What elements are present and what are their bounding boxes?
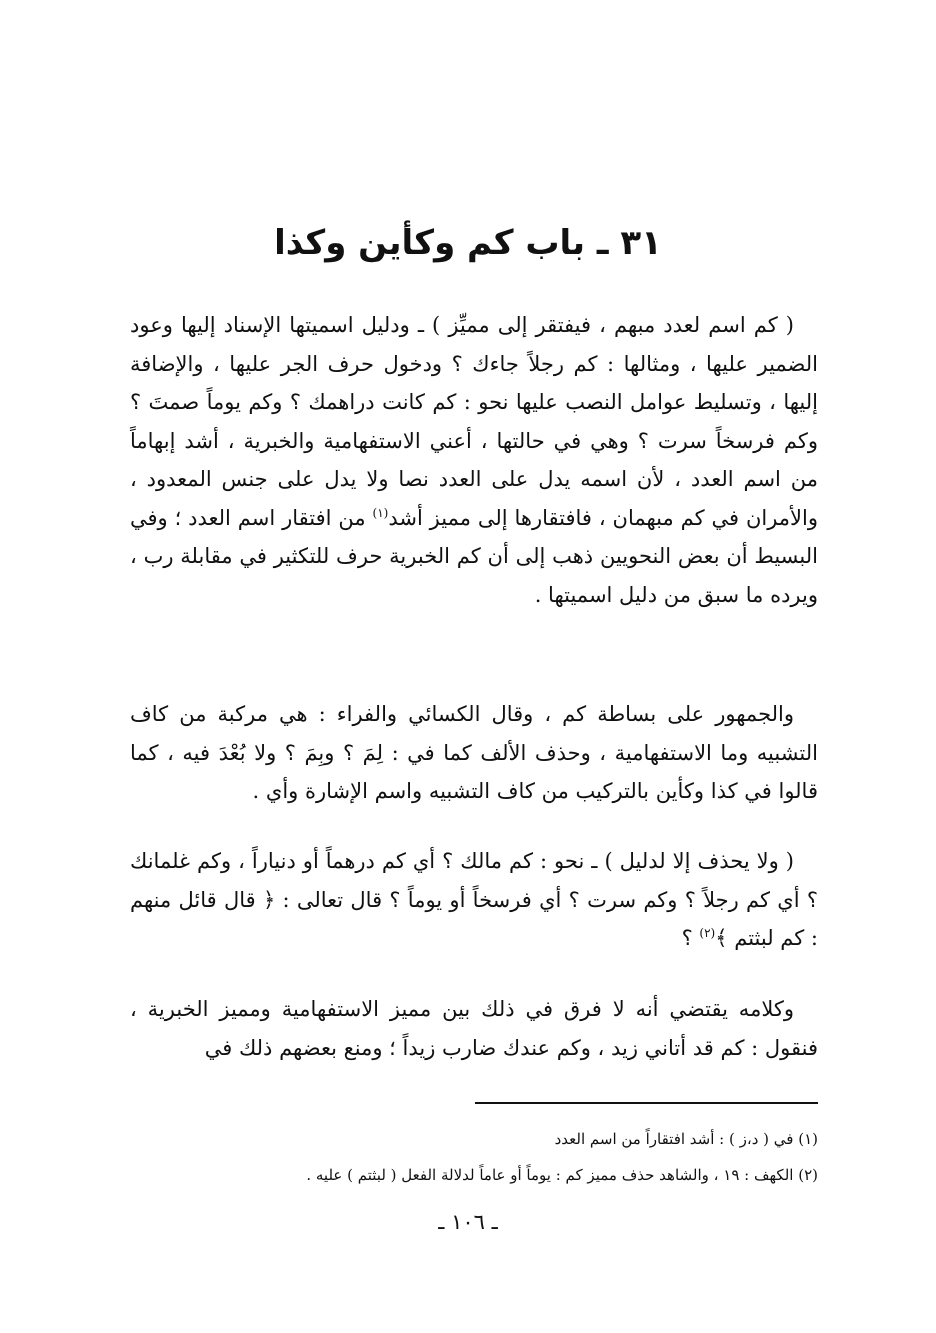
- footnote-2: (٢) الكهف : ١٩ ، والشاهد حذف مميز كم : يوماً أو عاماً لدلالة الفعل ( لبثتم ) عليه .: [306, 1166, 818, 1184]
- paragraph-3-main: ( ولا يحذف إلا لدليل ) ـ نحو : كم مالك ؟ أي كم درهماً أو دنياراً ، وكم غلمانك ؟ أي كم رجلاً ؟ وكم سرت ؟ أي فرسخاً أو يوماً ؟ قال تعالى : ﴿ قال قائل منهم : كم لبثتم ﴾: [130, 849, 818, 950]
- paragraph-1-main: ( كم اسم لعدد مبهم ، فيفتقر إلى مميِّز ) ـ ودليل اسميتها الإسناد إليها وعود الضمير عليها ، ومثالها : كم رجلاً جاءك ؟ ودخول حرف الجر عليها ، والإضافة إليها ، وتسليط عوامل النصب عليها نحو : كم كانت دراهمك ؟ وكم يوماً صمتَ ؟ وكم فرسخاً سرت ؟ وهي في حالتها ، أعني الاستفهامية والخبرية ، أشد إبهاماً من اسم العدد ، لأن اسمه يدل على العدد نصا ولا يدل على جنس المعدود ، والأمران في كم مبهمان ، فافتقارها إلى مميز أشد: [130, 313, 818, 530]
- page-number: ـ ١٠٦ ـ: [438, 1210, 498, 1234]
- paragraph-3: [130, 842, 818, 958]
- paragraph-4-text: وكلامه يقتضي أنه لا فرق في ذلك بين مميز الاستفهامية ومميز الخبرية ، فنقول : كم قد أتاني زيد ، وكم عندك ضارب زيداً ؛ ومنع بعضهم ذلك في: [130, 997, 818, 1060]
- footnote-separator: [475, 1102, 818, 1104]
- footnote-marker-1: (١): [372, 505, 389, 520]
- paragraph-4: [130, 990, 818, 1067]
- paragraph-1: [130, 306, 818, 614]
- paragraph-2: [130, 695, 818, 811]
- paragraph-1-tail: من افتقار اسم العدد ؛ وفي البسيط أن بعض النحويين ذهب إلى أن كم الخبرية حرف للتكثير في مقابلة رب ، ويرده ما سبق من دليل اسميتها .: [130, 505, 818, 607]
- paragraph-2-text: والجمهور على بساطة كم ، وقال الكسائي والفراء : هي مركبة من كاف التشبيه وما الاستفهامية ، وحذف الألف كما في : لِمَ ؟ وبِمَ ؟ ولا بُعْدَ فيه ، كما قالوا في كذا وكأين بالتركيب من كاف التشبيه واسم الإشارة وأي .: [130, 702, 818, 803]
- paragraph-3-tail: ؟: [681, 926, 693, 950]
- footnote-1: (١) في ( د،ز ) : أشد افتقاراً من اسم العدد: [554, 1130, 818, 1148]
- footnote-marker-2: (٢): [699, 926, 716, 940]
- chapter-title: ٣١ ـ باب كم وكأين وكذا: [274, 223, 662, 263]
